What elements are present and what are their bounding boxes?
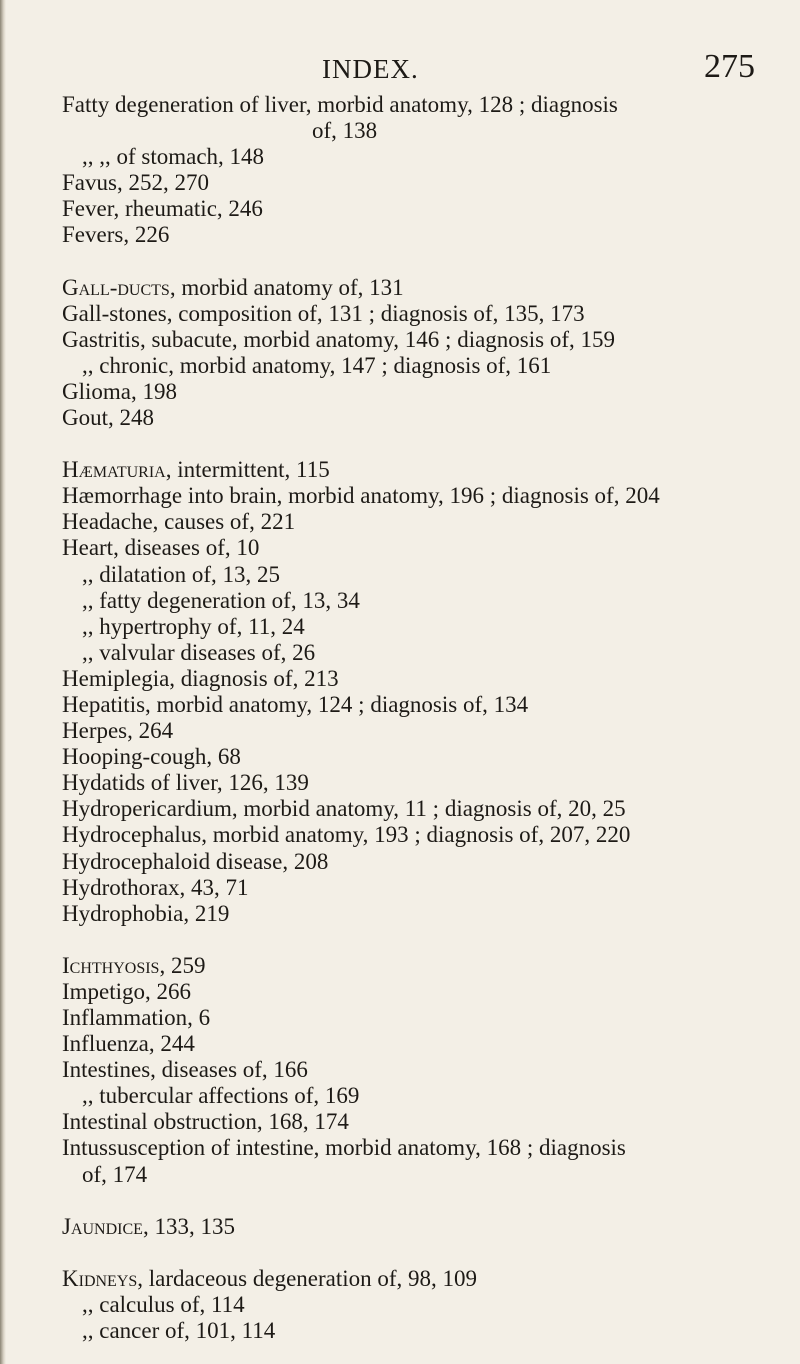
index-entry: ,, tubercular affections of, 169 <box>82 1083 360 1109</box>
index-entry: Impetigo, 266 <box>62 978 192 1004</box>
index-entry: Influenza, 244 <box>62 1031 195 1057</box>
section-gap <box>62 1188 784 1214</box>
page-number: 275 <box>704 48 755 85</box>
index-entry: Heart, diseases of, 10 <box>62 535 260 561</box>
index-entry: ,, valvular diseases of, 26 <box>82 639 316 665</box>
index-entries <box>62 92 784 1344</box>
index-entry: Favus, 252, 270 <box>62 170 209 196</box>
index-entry: Glioma, 198 <box>62 378 177 404</box>
index-entry: Gall-ducts, morbid anatomy of, 131 <box>62 274 404 300</box>
entry-headword: Gall-ducts <box>62 274 170 300</box>
index-entry: ,, ,, of stomach, 148 <box>82 144 265 170</box>
index-entry: Gall-stones, composition of, 131 ; diagnosis of, 135, 173 <box>62 300 585 326</box>
page-header <box>0 48 800 88</box>
index-entry: ,, calculus of, 114 <box>82 1291 245 1317</box>
index-entry: Ichthyosis, 259 <box>62 952 206 978</box>
page-edge-shadow <box>0 0 6 1364</box>
index-entry: Hydropericardium, morbid anatomy, 11 ; diagnosis of, 20, 25 <box>62 796 626 822</box>
index-entry: ,, hypertrophy of, 11, 24 <box>82 613 305 639</box>
index-entry: Hydatids of liver, 126, 139 <box>62 770 309 796</box>
index-entry: Fevers, 226 <box>62 222 170 248</box>
index-entry: of, 174 <box>82 1161 148 1187</box>
index-entry: ,, dilatation of, 13, 25 <box>82 561 281 587</box>
index-entry: Hydrocephaloid disease, 208 <box>62 848 329 874</box>
section-gap <box>62 927 784 953</box>
index-entry: Fatty degeneration of liver, morbid anatomy, 128 ; diagnosis <box>62 92 618 117</box>
index-entry: Jaundice, 133, 135 <box>62 1213 235 1239</box>
running-head: INDEX. <box>322 54 419 84</box>
index-entry: ,, cancer of, 101, 114 <box>82 1317 276 1343</box>
index-entry: Gout, 248 <box>62 405 154 431</box>
index-entry: Herpes, 264 <box>62 718 174 744</box>
index-entry: Hæmaturia, intermittent, 115 <box>62 457 330 483</box>
index-entry: Hydrothorax, 43, 71 <box>62 874 249 900</box>
index-entry: Hydrophobia, 219 <box>62 900 230 926</box>
index-entry: Hæmorrhage into brain, morbid anatomy, 196 ; diagnosis of, 204 <box>62 483 660 509</box>
index-entry: Intussusception of intestine, morbid anatomy, 168 ; diagnosis <box>62 1135 626 1161</box>
index-entry: Kidneys, lardaceous degeneration of, 98, 109 <box>62 1265 478 1291</box>
index-entry: of, 138 <box>312 118 378 144</box>
section-gap <box>62 1240 784 1266</box>
section-gap <box>62 431 784 457</box>
index-entry: Gastritis, subacute, morbid anatomy, 146 ; diagnosis of, 159 <box>62 326 615 352</box>
index-entry: Inflammation, 6 <box>62 1005 211 1030</box>
entry-headword: Hæmaturia <box>62 457 166 483</box>
index-entry: ,, chronic, morbid anatomy, 147 ; diagnosis of, 161 <box>82 352 552 378</box>
index-entry: Hooping-cough, 68 <box>62 744 241 770</box>
index-entry: Hepatitis, morbid anatomy, 124 ; diagnosis of, 134 <box>62 691 529 717</box>
index-entry: Hemiplegia, diagnosis of, 213 <box>62 665 339 691</box>
index-entry: Headache, causes of, 221 <box>62 509 296 535</box>
entry-headword: Kidneys <box>62 1265 138 1291</box>
index-entry: Fever, rheumatic, 246 <box>62 196 263 222</box>
section-gap <box>62 249 784 275</box>
entry-headword: Jaundice <box>62 1213 143 1239</box>
entry-headword: Ichthyosis <box>62 952 160 978</box>
index-entry: Hydrocephalus, morbid anatomy, 193 ; diagnosis of, 207, 220 <box>62 822 631 848</box>
index-entry: Intestines, diseases of, 166 <box>62 1057 308 1083</box>
index-entry: ,, fatty degeneration of, 13, 34 <box>82 587 360 613</box>
index-entry: Intestinal obstruction, 168, 174 <box>62 1109 349 1135</box>
